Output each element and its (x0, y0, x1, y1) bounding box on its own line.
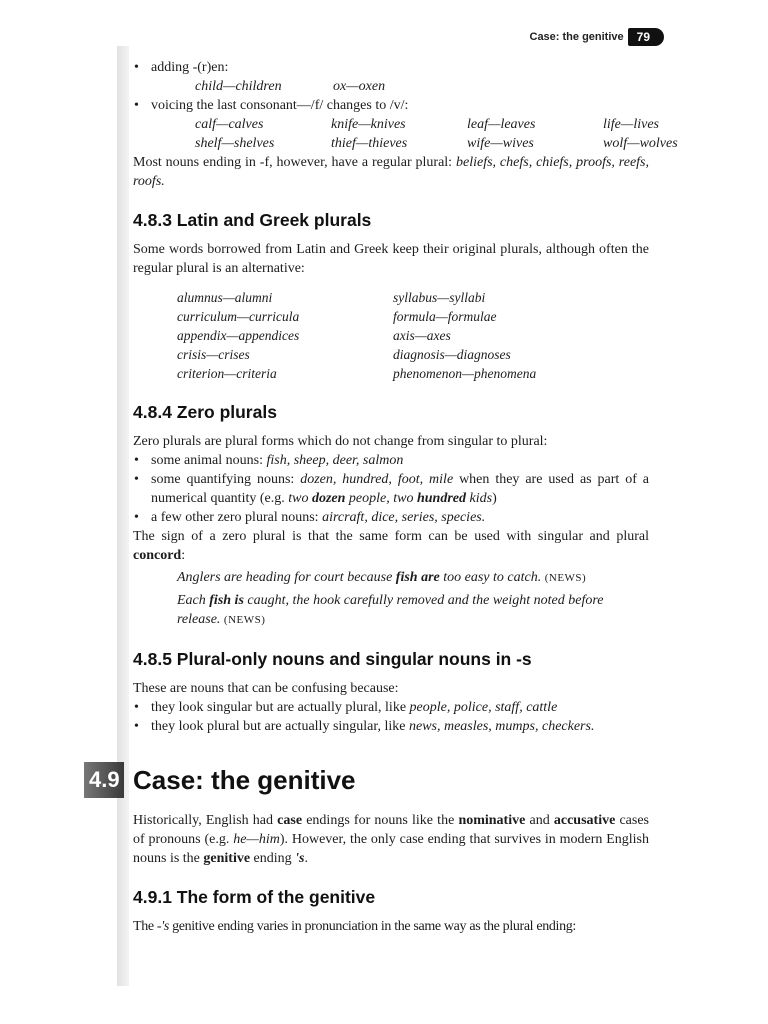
paragraph: Some words borrowed from Latin and Greek keep their original plurals, although often the regular plural is an alternative: (133, 242, 649, 276)
section-heading-4-9-1: 4.9.1 The form of the genitive (133, 887, 376, 907)
example-grid (151, 77, 649, 96)
running-title: Case: the genitive (529, 31, 624, 43)
bullet-text: adding -(r)en: (151, 60, 229, 75)
example-pair: curriculum—curricula (177, 309, 300, 324)
section-title: Case: the genitive (133, 765, 356, 795)
example-quote: Each fish is caught, the hook carefully removed and the weight noted before release. (NEWS) (177, 593, 604, 627)
section-heading-4-8-5: 4.8.5 Plural-only nouns and singular nouns in -s (133, 649, 532, 669)
paragraph: The sign of a zero plural is that the same form can be used with singular and plural concord: (133, 529, 649, 563)
example-pair: knife—knives (331, 117, 406, 132)
list-item (133, 96, 678, 153)
running-header (530, 28, 665, 46)
example-quote: Anglers are heading for court because fish are too easy to catch. (NEWS) (177, 570, 587, 585)
plural-only-list (133, 698, 649, 736)
example-pair: calf—calves (195, 117, 264, 132)
example-pair: shelf—shelves (195, 136, 275, 151)
example-pair: formula—formulae (393, 309, 497, 324)
example-pair: wife—wives (467, 136, 534, 151)
paragraph: Zero plurals are plural forms which do not change from singular to plural: (133, 434, 548, 449)
example-pair: appendix—appendices (177, 328, 300, 343)
example-pair: wolf—wolves (603, 136, 678, 151)
latin-greek-plural-list (133, 288, 649, 383)
paragraph: The -'s genitive ending varies in pronunciation in the same way as the plural ending: (133, 919, 576, 934)
section-heading-4-8-3: 4.8.3 Latin and Greek plurals (133, 210, 372, 230)
list-item: • they look singular but are actually plural, like people, police, staff, cattle (133, 698, 649, 717)
list-item: • they look plural but are actually singular, like news, measles, mumps, checkers. (133, 717, 649, 736)
example-pair: thief—thieves (331, 136, 408, 151)
example-grid (151, 115, 678, 153)
example-pair: child—children (195, 79, 282, 94)
example-pair: criterion—criteria (177, 366, 277, 381)
example-pair: diagnosis—diagnoses (393, 347, 511, 362)
page-body (89, 58, 678, 936)
list-item: • a few other zero plural nouns: aircraft, dice, series, species. (133, 508, 649, 527)
section-heading-4-8-4: 4.8.4 Zero plurals (133, 402, 277, 422)
paragraph: Most nouns ending in -f, however, have a regular plural: beliefs, chefs, chiefs, proofs, reefs, roofs. (133, 155, 649, 189)
example-pair: life—lives (603, 117, 659, 132)
example-pair: alumnus—alumni (177, 290, 273, 305)
paragraph: Historically, English had case endings for nouns like the nominative and accusative cases of pronouns (e.g. he—him). However, the only case ending that survives in modern English nouns is the genitive ending 's. (133, 813, 650, 866)
example-pair: ox—oxen (333, 79, 386, 94)
chapter-section-heading (89, 762, 649, 798)
example-pair: syllabus—syllabi (393, 290, 486, 305)
zero-plural-list (133, 451, 649, 527)
list-item (133, 58, 649, 96)
page-number: 79 (628, 28, 664, 46)
plural-formation-list (133, 58, 678, 153)
paragraph: These are nouns that can be confusing because: (133, 681, 399, 696)
list-item: • some quantifying nouns: dozen, hundred, foot, mile when they are used as part of a numerical quantity (e.g. two dozen people, two hundred kids) (133, 470, 649, 508)
scan-shadow (117, 46, 129, 986)
bullet-text: voicing the last consonant—/f/ changes to /v/: (151, 98, 409, 113)
list-item: • some animal nouns: fish, sheep, deer, salmon (133, 451, 649, 470)
example-pair: crisis—crises (177, 347, 250, 362)
example-pair: leaf—leaves (467, 117, 536, 132)
section-number-badge: 4.9 (84, 762, 124, 798)
example-pair: phenomenon—phenomena (393, 366, 537, 381)
example-pair: axis—axes (393, 328, 451, 343)
